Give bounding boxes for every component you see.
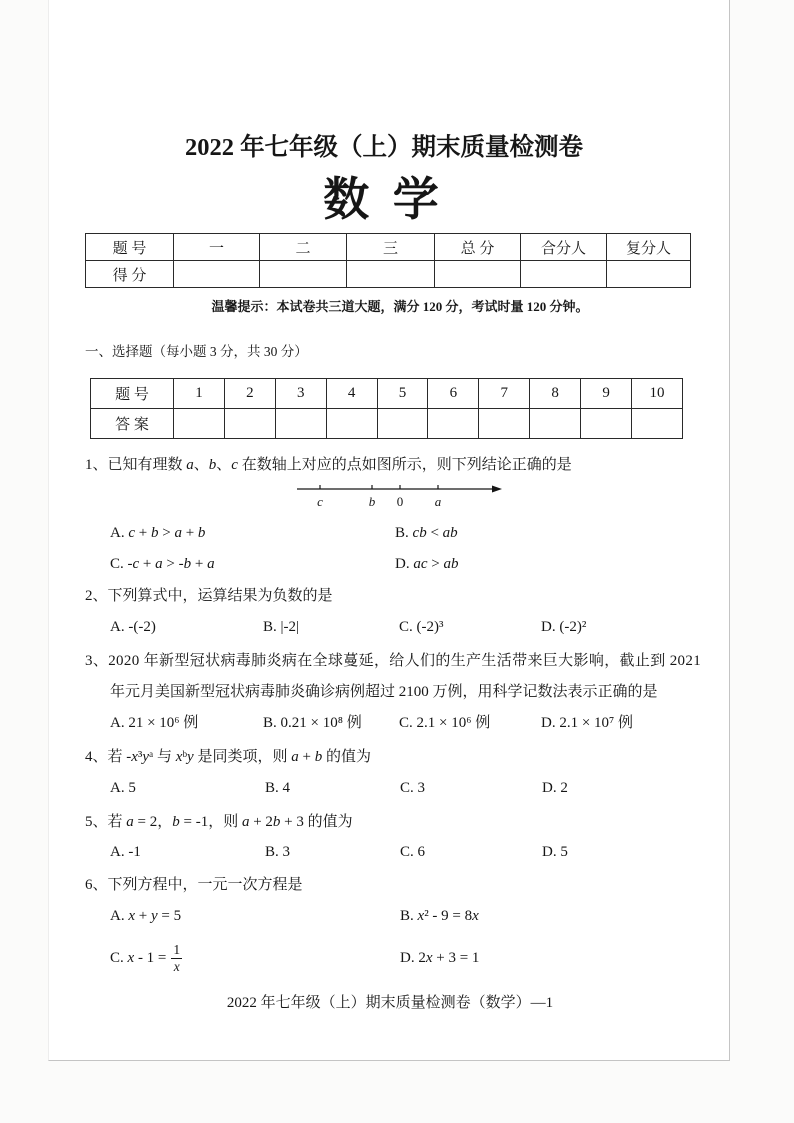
question-6-option-b: B. x² - 9 = 8x [400, 908, 479, 924]
question-6-option-c [110, 942, 182, 974]
question-5-option-c: C. 6 [400, 844, 426, 860]
math-variable: b [150, 525, 159, 541]
question-3-stem-line-2: 年元月美国新型冠状病毒肺炎确诊病例超过 2100 万例，用科学记数法表示正确的是 [110, 684, 658, 700]
question-3-option-a: A. 21 × 10⁶ 例 [110, 715, 199, 731]
answer-table-answer-row [91, 409, 683, 439]
answer-cell-8 [530, 409, 581, 439]
score-column-part-2: 二 [260, 234, 347, 261]
question-3-stem-line-1: 3、2020 年新型冠状病毒肺炎病在全球蔓延，给人们的生产生活带来巨大影响，截止到 2021 [85, 653, 702, 669]
math-variable: x [472, 908, 479, 924]
math-variable: a [241, 814, 250, 830]
math-variable: c [412, 525, 420, 541]
question-4-stem: 4、若 -x³yᵃ 与 xᵇy 是同类项，则 a + b 的值为 [85, 749, 371, 765]
score-column-part-1: 一 [174, 234, 260, 261]
number-line-label-a: a [434, 494, 442, 509]
answer-number-9: 9 [581, 379, 632, 409]
question-4-option-a: A. 5 [110, 780, 136, 796]
question-1-stem: 1、已知有理数 a、b、c 在数轴上对应的点如图所示，则下列结论正确的是 [85, 457, 572, 473]
score-cell-total [435, 261, 521, 288]
question-6-option-c-text: C. x - 1 = [110, 949, 167, 966]
answer-table-number-row [91, 379, 683, 409]
question-5-option-d: D. 5 [542, 844, 568, 860]
question-1-option-d: D. ac > ab [395, 556, 459, 572]
score-column-part-3: 三 [347, 234, 435, 261]
score-table-score-row [86, 261, 691, 288]
math-variable: x [131, 749, 138, 765]
question-2-option-b: B. |-2| [263, 619, 300, 635]
score-cell-part-3 [347, 261, 435, 288]
math-variable: y [187, 749, 194, 765]
question-6-option-c-fraction [171, 943, 182, 974]
answer-cell-1 [174, 409, 225, 439]
answer-table [90, 378, 683, 439]
answer-cell-5 [377, 409, 428, 439]
math-variable: a [443, 556, 451, 572]
math-variable: b [172, 814, 180, 830]
score-column-reviewer: 复分人 [607, 234, 691, 261]
math-variable: x [417, 908, 425, 924]
math-variable: x [127, 949, 135, 966]
math-variable: b [272, 814, 281, 830]
question-3-option-d: D. 2.1 × 10⁷ 例 [541, 715, 634, 731]
question-2-option-c: C. (-2)³ [399, 619, 444, 635]
answer-table-number-label: 题 号 [91, 379, 174, 409]
score-cell-tallier [521, 261, 607, 288]
answer-number-3: 3 [275, 379, 326, 409]
math-variable: b [183, 556, 192, 572]
answer-cell-9 [581, 409, 632, 439]
question-6-option-a: A. x + y = 5 [110, 908, 182, 924]
question-4-option-c: C. 3 [400, 780, 426, 796]
score-table [85, 233, 691, 288]
math-variable: a [126, 814, 134, 830]
answer-cell-7 [479, 409, 530, 439]
math-variable: b [208, 457, 217, 473]
exam-title: 2022 年七年级（上）期末质量检测卷 [184, 134, 584, 161]
math-variable: y [142, 749, 150, 765]
math-variable: x [173, 958, 180, 974]
question-2-stem: 2、下列算式中，运算结果为负数的是 [85, 588, 333, 604]
question-1-option-a: A. c + b > a + b [110, 525, 206, 541]
math-variable: a [155, 556, 163, 572]
score-table-header-label: 题 号 [86, 234, 174, 261]
subject-title: 数 学 [323, 174, 445, 225]
answer-number-2: 2 [224, 379, 275, 409]
score-cell-part-2 [260, 261, 347, 288]
question-5-option-a: A. -1 [110, 844, 141, 860]
question-1-option-b: B. cb < ab [395, 525, 458, 541]
math-variable: a [413, 556, 421, 572]
question-5-stem: 5、若 a = 2，b = -1，则 a + 2b + 3 的值为 [85, 814, 353, 830]
number-line-label-c: c [317, 494, 323, 509]
math-variable: x [175, 749, 183, 765]
score-cell-part-1 [174, 261, 260, 288]
answer-cell-10 [632, 409, 683, 439]
score-column-total: 总 分 [435, 234, 521, 261]
answer-table-answer-label: 答 案 [91, 409, 174, 439]
math-variable: c [128, 525, 136, 541]
score-table-header-row [86, 234, 691, 261]
math-variable: x [128, 908, 136, 924]
score-cell-reviewer [607, 261, 691, 288]
math-variable: c [420, 556, 428, 572]
answer-number-7: 7 [479, 379, 530, 409]
answer-number-10: 10 [632, 379, 683, 409]
question-2-option-d: D. (-2)² [541, 619, 587, 635]
math-variable: x [425, 950, 433, 966]
math-variable: y [150, 908, 158, 924]
question-4-option-b: B. 4 [265, 780, 291, 796]
number-line-arrow-icon [492, 486, 502, 493]
math-variable: b [314, 749, 323, 765]
math-variable: c [231, 457, 238, 473]
math-variable: b [419, 525, 427, 541]
number-line-label-origin: 0 [396, 494, 404, 509]
answer-number-4: 4 [326, 379, 377, 409]
answer-cell-4 [326, 409, 377, 439]
math-variable: b [450, 525, 458, 541]
question-5-option-b: B. 3 [265, 844, 291, 860]
question-3-option-c: C. 2.1 × 10⁶ 例 [399, 715, 491, 731]
question-3-option-b: B. 0.21 × 10⁸ 例 [263, 715, 362, 731]
question-4-option-d: D. 2 [542, 780, 568, 796]
math-variable: b [450, 556, 459, 572]
score-column-tallier: 合分人 [521, 234, 607, 261]
math-variable: a [291, 749, 299, 765]
answer-cell-3 [275, 409, 326, 439]
math-variable: a [207, 556, 215, 572]
answer-number-5: 5 [377, 379, 428, 409]
math-variable: a [442, 525, 451, 541]
fraction-numerator: 1 [173, 941, 181, 957]
question-2-option-a: A. -(-2) [110, 619, 156, 635]
number-line-label-b: b [368, 494, 376, 509]
fraction-denominator [172, 959, 182, 974]
question-1-option-c: C. -c + a > -b + a [110, 556, 215, 572]
math-variable: a [174, 525, 182, 541]
section-1-title: 一、选择题（每小题 3 分，共 30 分） [85, 344, 308, 359]
question-6-option-d: D. 2x + 3 = 1 [400, 950, 480, 966]
score-table-score-label: 得 分 [86, 261, 174, 288]
math-variable: a [186, 457, 194, 473]
answer-cell-2 [224, 409, 275, 439]
number-line-figure [290, 476, 510, 512]
answer-number-8: 8 [530, 379, 581, 409]
math-variable: b [197, 525, 206, 541]
answer-number-6: 6 [428, 379, 479, 409]
answer-cell-6 [428, 409, 479, 439]
page-footer: 2022 年七年级（上）期末质量检测卷（数学）—1 [226, 995, 554, 1011]
answer-number-1: 1 [174, 379, 225, 409]
question-6-stem: 6、下列方程中，一元一次方程是 [85, 877, 303, 893]
math-variable: c [132, 556, 140, 572]
exam-notice: 温馨提示：本试卷共三道大题，满分 120 分，考试时量 120 分钟。 [211, 299, 589, 314]
